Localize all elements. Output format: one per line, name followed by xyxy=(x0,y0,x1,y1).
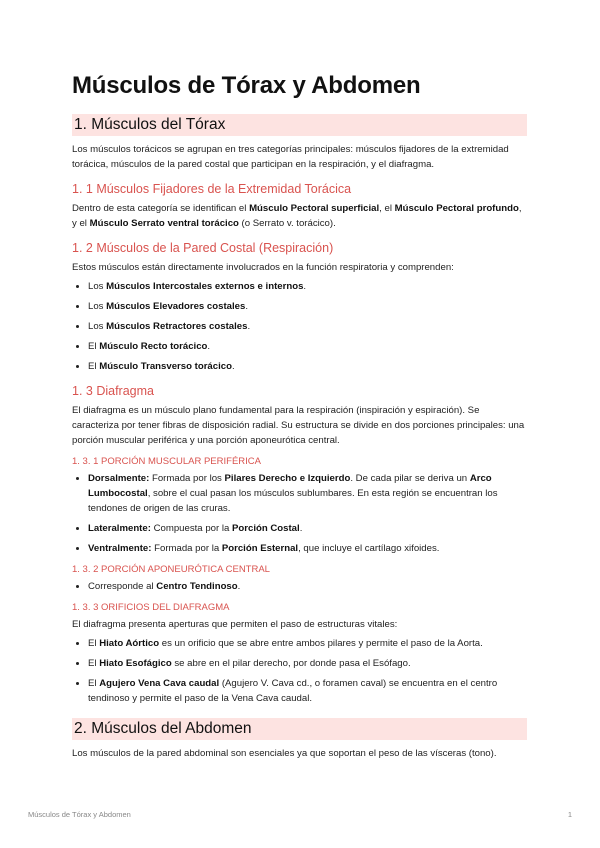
footer-title: Músculos de Tórax y Abdomen xyxy=(28,810,131,819)
subsection-1-3-2-heading: 1. 3. 2 PORCIÓN APONEURÓTICA CENTRAL xyxy=(72,564,270,575)
list-item: • Dorsalmente: Formada por los Pilares Derecho e Izquierdo. De cada pilar se deriva un Arco Lumbocostal, sobre el cual pasan los músculos sublumbares. En esta región se encuentran los tendones de origen de las cruras. xyxy=(88,471,527,516)
list-item: • Los Músculos Intercostales externos e internos. xyxy=(88,279,527,294)
page-footer xyxy=(28,810,572,819)
subsection-1-3-intro: El diafragma es un músculo plano fundamental para la respiración (inspiración y espiración). Se caracteriza por tener fibras de disposición radial. Su estructura se divide en dos porciones principales: una porción muscular periférica y una porción aponeurótica central. xyxy=(72,405,525,446)
subsection-1-3-1-heading: 1. 3. 1 PORCIÓN MUSCULAR PERIFÉRICA xyxy=(72,456,261,467)
page-number: 1 xyxy=(567,810,572,819)
list-item: • El Agujero Vena Cava caudal (Agujero V. Cava cd., o foramen caval) se encuentra en el centro tendinoso y permite el paso de la Vena Cava caudal. xyxy=(88,676,527,706)
subsection-1-2-heading: 1. 2 Músculos de la Pared Costal (Respiración) xyxy=(72,241,334,255)
list-item: • Los Músculos Retractores costales. xyxy=(88,319,527,334)
list-item: • El Hiato Esofágico se abre en el pilar derecho, por donde pasa el Esófago. xyxy=(88,656,527,671)
subsection-1-2-intro: Estos músculos están directamente involucrados en la función respiratoria y comprenden: xyxy=(72,262,454,273)
subsection-1-3-3-heading: 1. 3. 3 ORIFICIOS DEL DIAFRAGMA xyxy=(72,602,230,613)
document-page xyxy=(72,72,527,765)
list-item: • Ventralmente: Formada por la Porción Esternal, que incluye el cartílago xifoides. xyxy=(88,541,527,556)
list-item: • El Músculo Recto torácico. xyxy=(88,339,527,354)
list-item: • El Hiato Aórtico es un orificio que se abre entre ambos pilares y permite el paso de la Aorta. xyxy=(88,636,527,651)
document-title: Músculos de Tórax y Abdomen xyxy=(72,72,421,99)
section-1-heading: 1. Músculos del Tórax xyxy=(72,114,527,136)
subsection-1-3-3-intro: El diafragma presenta aperturas que permiten el paso de estructuras vitales: xyxy=(72,619,398,630)
section-1-intro: Los músculos torácicos se agrupan en tres categorías principales: músculos fijadores de la extremidad torácica, músculos de la pared costal que participan en la respiración, y el diafragma. xyxy=(72,144,509,170)
list-item: • Los Músculos Elevadores costales. xyxy=(88,299,527,314)
subsection-1-1-text: Dentro de esta categoría se identifican el Músculo Pectoral superficial, el Músculo Pectoral profundo, y el Músculo Serrato ventral torácico (o Serrato v. torácico). xyxy=(72,203,522,229)
section-2-heading: 2. Músculos del Abdomen xyxy=(72,718,527,740)
list-item: • Corresponde al Centro Tendinoso. xyxy=(88,579,527,594)
porcion-muscular-list xyxy=(72,471,527,556)
list-item: • Lateralmente: Compuesta por la Porción Costal. xyxy=(88,521,527,536)
list-item: • El Músculo Transverso torácico. xyxy=(88,359,527,374)
subsection-1-1-heading: 1. 1 Músculos Fijadores de la Extremidad Torácica xyxy=(72,182,352,196)
subsection-1-3-heading: 1. 3 Diafragma xyxy=(72,384,154,398)
orificios-list xyxy=(72,636,527,706)
porcion-aponeurotica-list xyxy=(72,579,527,594)
section-2-intro: Los músculos de la pared abdominal son esenciales ya que soportan el peso de las vísceras (tono). xyxy=(72,748,497,759)
pared-costal-list xyxy=(72,279,527,374)
